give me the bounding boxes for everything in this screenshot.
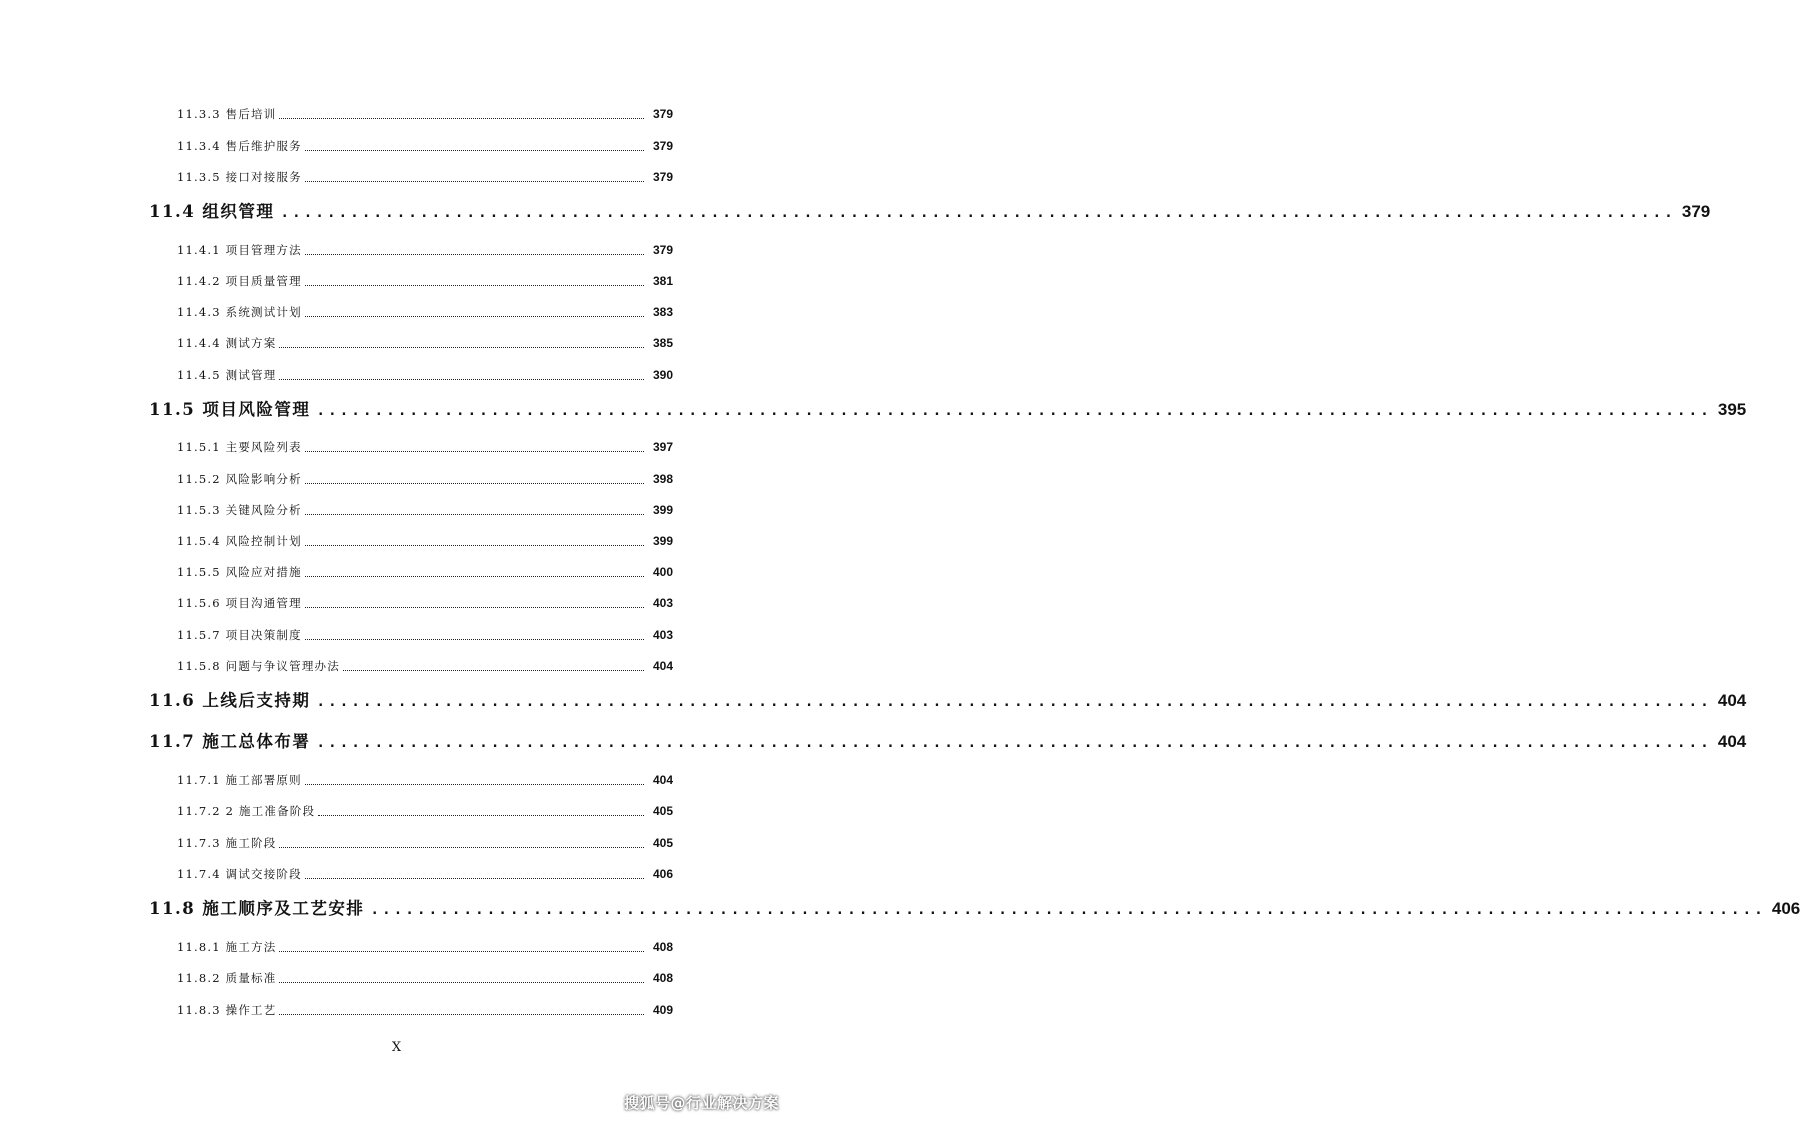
leader-dots bbox=[305, 169, 644, 182]
toc-entry-label: 11.5.3 关键风险分析 bbox=[177, 503, 302, 517]
toc-entry-label: 11.7.3 施工阶段 bbox=[177, 836, 277, 850]
toc-section-label: 11.7 施工总体布署 bbox=[149, 732, 311, 751]
toc-entry[interactable] bbox=[0, 935, 793, 955]
leader-dots bbox=[305, 772, 644, 785]
toc-entry[interactable] bbox=[0, 363, 793, 383]
toc-entry[interactable] bbox=[0, 966, 793, 986]
toc-entry-label: 11.8.3 操作工艺 bbox=[177, 1003, 277, 1017]
leader-dots bbox=[305, 533, 644, 546]
toc-section-page: 404 bbox=[1717, 691, 1747, 710]
toc-entry[interactable] bbox=[0, 238, 793, 258]
toc-section-entry[interactable] bbox=[0, 198, 1711, 224]
toc-entry-label: 11.8.2 质量标准 bbox=[177, 971, 277, 985]
leader-dots: ........................................................................................................................ bbox=[316, 694, 1712, 710]
toc-entry-label: 11.4.3 系统测试计划 bbox=[177, 305, 302, 319]
leader-dots bbox=[343, 658, 644, 671]
toc-entry-label: 11.3.5 接口对接服务 bbox=[177, 170, 302, 184]
toc-section-page: 379 bbox=[1681, 202, 1711, 221]
leader-dots: ........................................................................................................................ bbox=[316, 735, 1712, 751]
toc-entry-page: 379 bbox=[652, 170, 673, 184]
toc-entry-page: 379 bbox=[652, 139, 673, 153]
leader-dots bbox=[305, 564, 644, 577]
leader-dots: ........................................................................................................................ bbox=[316, 403, 1712, 419]
toc-entry-page: 408 bbox=[652, 971, 673, 985]
toc-entry-label: 11.5.4 风险控制计划 bbox=[177, 534, 302, 548]
leader-dots bbox=[305, 273, 644, 286]
toc-section-page: 395 bbox=[1717, 400, 1747, 419]
toc-entry[interactable] bbox=[0, 102, 793, 122]
page-number: X bbox=[391, 1040, 402, 1055]
toc-entry-label: 11.4.1 项目管理方法 bbox=[177, 243, 302, 257]
leader-dots bbox=[305, 502, 644, 515]
toc-entry-page: 400 bbox=[652, 565, 673, 579]
toc-entry-page: 409 bbox=[652, 1003, 673, 1017]
toc-entry[interactable] bbox=[0, 998, 793, 1018]
toc-entry-page: 383 bbox=[652, 305, 673, 319]
toc-entry-page: 381 bbox=[652, 274, 673, 288]
toc-entry-label: 11.5.7 项目决策制度 bbox=[177, 628, 302, 642]
toc-entry-page: 403 bbox=[652, 596, 673, 610]
toc-section-label: 11.5 项目风险管理 bbox=[149, 400, 311, 419]
leader-dots: ........................................................................................................................ bbox=[280, 205, 1676, 221]
toc-entry[interactable] bbox=[0, 269, 793, 289]
toc-entry-page: 404 bbox=[652, 773, 673, 787]
toc-section-entry[interactable] bbox=[0, 728, 1747, 754]
toc-entry[interactable] bbox=[0, 799, 793, 819]
leader-dots bbox=[279, 1002, 644, 1015]
toc-entry-label: 11.7.2 2 施工准备阶段 bbox=[177, 804, 316, 818]
toc-entry[interactable] bbox=[0, 467, 793, 487]
leader-dots bbox=[279, 367, 644, 380]
toc-entry[interactable] bbox=[0, 498, 793, 518]
toc-entry-page: 385 bbox=[652, 336, 673, 350]
toc-entry-label: 11.5.6 项目沟通管理 bbox=[177, 596, 302, 610]
toc-entry-page: 406 bbox=[652, 867, 673, 881]
toc-entry[interactable] bbox=[0, 654, 793, 674]
toc-section-page: 406 bbox=[1771, 899, 1800, 918]
toc-entry[interactable] bbox=[0, 560, 793, 580]
toc-section-label: 11.4 组织管理 bbox=[149, 202, 275, 221]
toc-section-page: 404 bbox=[1717, 732, 1747, 751]
leader-dots bbox=[279, 835, 644, 848]
leader-dots bbox=[305, 595, 644, 608]
leader-dots bbox=[305, 138, 644, 151]
toc-entry-label: 11.4.4 测试方案 bbox=[177, 336, 277, 350]
toc-entry-page: 405 bbox=[652, 804, 673, 818]
toc-entry-label: 11.3.4 售后维护服务 bbox=[177, 139, 302, 153]
toc-entry-page: 408 bbox=[652, 940, 673, 954]
toc-entry-page: 399 bbox=[652, 503, 673, 517]
toc-entry-label: 11.8.1 施工方法 bbox=[177, 940, 277, 954]
toc-entry-label: 11.5.2 风险影响分析 bbox=[177, 472, 302, 486]
leader-dots bbox=[279, 106, 644, 119]
toc-entry-page: 390 bbox=[652, 368, 673, 382]
toc-entry[interactable] bbox=[0, 331, 793, 351]
toc-entry[interactable] bbox=[0, 831, 793, 851]
leader-dots bbox=[279, 970, 644, 983]
toc-entry[interactable] bbox=[0, 134, 793, 154]
leader-dots: ........................................................................................................................ bbox=[370, 902, 1766, 918]
toc-entry-page: 399 bbox=[652, 534, 673, 548]
toc-entry[interactable] bbox=[0, 591, 793, 611]
toc-entry-page: 379 bbox=[652, 243, 673, 257]
toc-entry-page: 405 bbox=[652, 836, 673, 850]
toc-entry[interactable] bbox=[0, 862, 793, 882]
toc-entry[interactable] bbox=[0, 300, 793, 320]
watermark: 搜狐号@行业解决方案 bbox=[623, 1094, 779, 1112]
toc-section-entry[interactable] bbox=[0, 895, 1800, 921]
toc-entry-label: 11.7.1 施工部署原则 bbox=[177, 773, 302, 787]
toc-entry-page: 404 bbox=[652, 659, 673, 673]
toc-entry-page: 397 bbox=[652, 440, 673, 454]
toc-entry-label: 11.4.5 测试管理 bbox=[177, 368, 277, 382]
toc-entry[interactable] bbox=[0, 529, 793, 549]
leader-dots bbox=[318, 803, 644, 816]
toc-entry-page: 398 bbox=[652, 472, 673, 486]
leader-dots bbox=[305, 304, 644, 317]
leader-dots bbox=[305, 439, 644, 452]
toc-entry-label: 11.3.3 售后培训 bbox=[177, 107, 277, 121]
leader-dots bbox=[305, 627, 644, 640]
toc-entry[interactable] bbox=[0, 768, 793, 788]
toc-entry-label: 11.4.2 项目质量管理 bbox=[177, 274, 302, 288]
toc-entry-label: 11.5.8 问题与争议管理办法 bbox=[177, 659, 340, 673]
toc-entry-page: 379 bbox=[652, 107, 673, 121]
toc-entry[interactable] bbox=[0, 435, 793, 455]
toc-section-entry[interactable] bbox=[0, 687, 1747, 713]
toc-entry-label: 11.5.5 风险应对措施 bbox=[177, 565, 302, 579]
leader-dots bbox=[305, 242, 644, 255]
toc-section-label: 11.6 上线后支持期 bbox=[149, 691, 311, 710]
toc-entry-label: 11.5.1 主要风险列表 bbox=[177, 440, 302, 454]
toc-section-entry[interactable] bbox=[0, 396, 1747, 422]
toc-entry-page: 403 bbox=[652, 628, 673, 642]
toc-entry[interactable] bbox=[0, 623, 793, 643]
leader-dots bbox=[305, 866, 644, 879]
toc-entry[interactable] bbox=[0, 165, 793, 185]
leader-dots bbox=[279, 335, 644, 348]
leader-dots bbox=[305, 471, 644, 484]
leader-dots bbox=[279, 939, 644, 952]
toc-entry-label: 11.7.4 调试交接阶段 bbox=[177, 867, 302, 881]
toc-section-label: 11.8 施工顺序及工艺安排 bbox=[149, 899, 365, 918]
